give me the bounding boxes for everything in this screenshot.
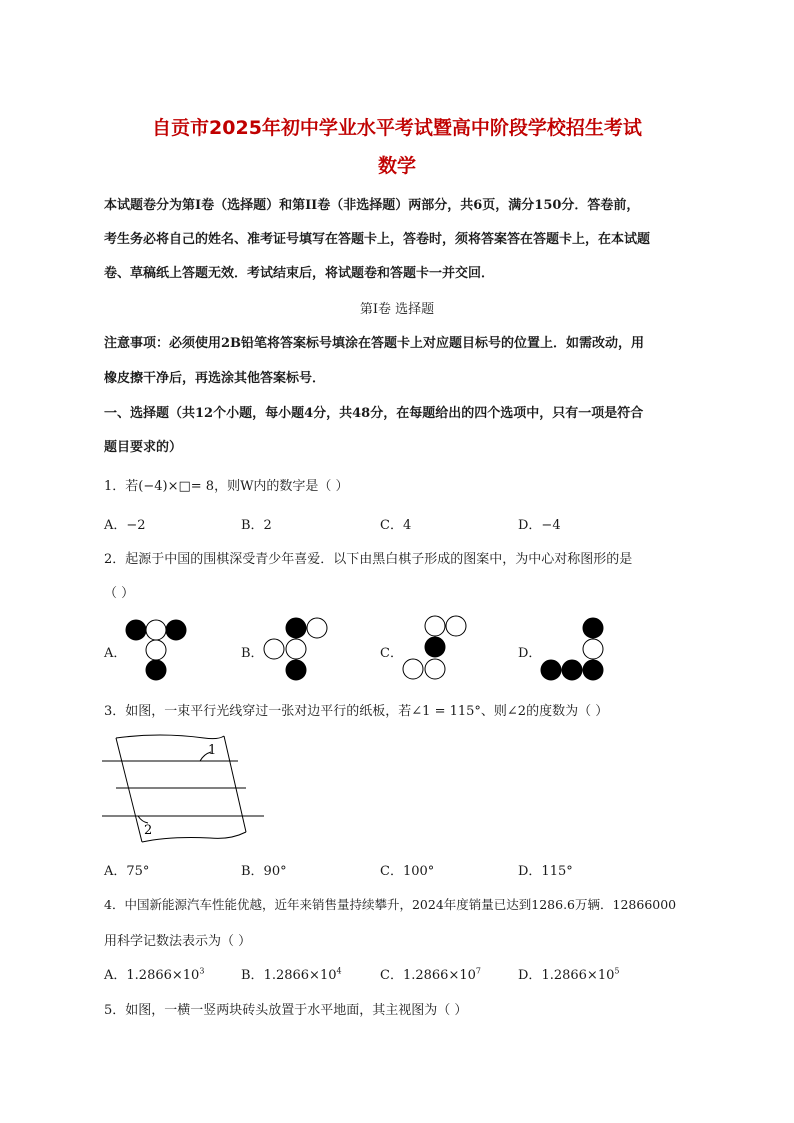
white-stone [307,618,327,638]
question-5-stem: 5．如图，一横一竖两块砖头放置于水平地面，其主视图为（ ） [104,1003,468,1018]
q2-option-a-figure [120,615,200,685]
intro-line-1: 本试题卷分为第I卷（选择题）和第II卷（非选择题）两部分，共6页，满分150分．答卷前， [104,198,640,213]
question-4-stem-line-2: 用科学记数法表示为（ ） [104,934,252,949]
question-2-stem: 2．起源于中国的围棋深受青少年喜爱．以下由黑白棋子形成的图案中，为中心对称图形的是 [104,552,633,567]
q4-option-b[interactable] [241,964,342,983]
black-stone [286,660,306,680]
white-stone [425,616,445,636]
black-stone [541,660,561,680]
question-2-paren: （ ） [104,586,135,601]
q2-option-c-label[interactable]: C． [380,646,403,661]
q4-option-a-label: A． [104,968,127,983]
q4-option-b-base: 1.2866×10 [263,968,337,983]
q1-suffix: ，则W内的数字是（ ） [214,479,349,494]
board-left-edge [116,738,142,842]
subject-title: 数学 [377,155,416,177]
q3-figure [100,730,270,850]
q1-option-b[interactable]: B．2 [241,518,272,533]
white-stone [264,639,284,659]
exam-title: 自贡市2025年初中学业水平考试暨高中阶段学校招生考试 [152,117,642,139]
q1-option-d[interactable]: D．−4 [518,518,561,533]
q4-option-d-exponent: 5 [614,966,620,976]
white-stone [583,639,603,659]
angle-2-label: 2 [144,823,153,838]
q2-option-b-figure [258,615,338,685]
question-1-stem [104,475,349,494]
q1-option-c[interactable]: C．4 [380,518,412,533]
black-stone [146,660,166,680]
black-stone [583,618,603,638]
board-right-edge [224,736,246,832]
q4-option-c[interactable] [380,964,481,983]
question-4-stem-line-1: 4．中国新能源汽车性能优越，近年来销售量持续攀升，2024年度销量已达到1286.6万辆．12866000 [104,897,677,912]
part-heading-line-1: 一、选择题（共12个小题，每小题4分，共48分，在每题给出的四个选项中，只有一项是符合 [104,406,644,421]
q2-option-d-figure [534,615,614,685]
white-stone [146,620,166,640]
black-stone [286,618,306,638]
notice-line-1: 注意事项：必须使用2B铅笔将答案标号填涂在答题卡上对应题目标号的位置上．如需改动，用 [104,336,645,351]
q4-option-a[interactable] [104,964,204,983]
q2-option-a-label[interactable]: A． [104,646,127,661]
black-stone [126,620,146,640]
black-stone [583,660,603,680]
section-heading: 第I卷 选择题 [359,302,435,317]
q1-option-a[interactable]: A．−2 [104,518,146,533]
q1-prefix: 1．若 [104,479,139,494]
q3-option-b[interactable]: B．90° [241,864,287,879]
q4-option-c-exponent: 7 [475,966,481,976]
white-stone [146,640,166,660]
q2-option-c-figure [396,612,476,686]
q4-option-c-label: C． [380,968,403,983]
q3-option-c[interactable]: C．100° [380,864,435,879]
white-stone [286,639,306,659]
q4-option-b-label: B． [241,968,264,983]
part-heading-line-2: 题目要求的） [104,440,183,455]
q2-option-d-label[interactable]: D． [518,646,542,661]
q3-option-d[interactable]: D．115° [518,864,573,879]
q4-option-a-base: 1.2866×10 [126,968,200,983]
white-stone [425,659,445,679]
q4-option-a-exponent: 3 [199,966,205,976]
intro-line-3: 卷、草稿纸上答题无效．考试结束后，将试题卷和答题卡一并交回． [104,266,495,281]
white-stone [446,616,466,636]
board-bottom-edge [142,832,246,842]
question-3-stem: 3．如图，一束平行光线穿过一张对边平行的纸板，若∠1 = 115°、则∠2的度数为（ ） [104,704,609,719]
q3-option-a[interactable]: A．75° [104,864,150,879]
q4-option-c-base: 1.2866×10 [402,968,476,983]
q4-option-d-label: D． [518,968,542,983]
intro-line-2: 考生务必将自己的姓名、准考证号填写在答题卡上，答卷时，须将答案答在答题卡上，在本试题 [104,232,651,247]
white-stone [403,659,423,679]
black-stone [562,660,582,680]
q4-option-d[interactable] [518,964,619,983]
q4-option-b-exponent: 4 [336,966,342,976]
black-stone [425,637,445,657]
q2-option-b-label[interactable]: B． [241,646,264,661]
notice-line-2: 橡皮擦干净后，再选涂其他答案标号． [104,371,326,386]
black-stone [166,620,186,640]
angle-1-label: 1 [208,743,217,758]
board-top-edge [116,735,224,739]
angle-2-arc [138,816,148,823]
q1-expression: (−4)×□= 8 [138,479,215,494]
q4-option-d-base: 1.2866×10 [541,968,615,983]
